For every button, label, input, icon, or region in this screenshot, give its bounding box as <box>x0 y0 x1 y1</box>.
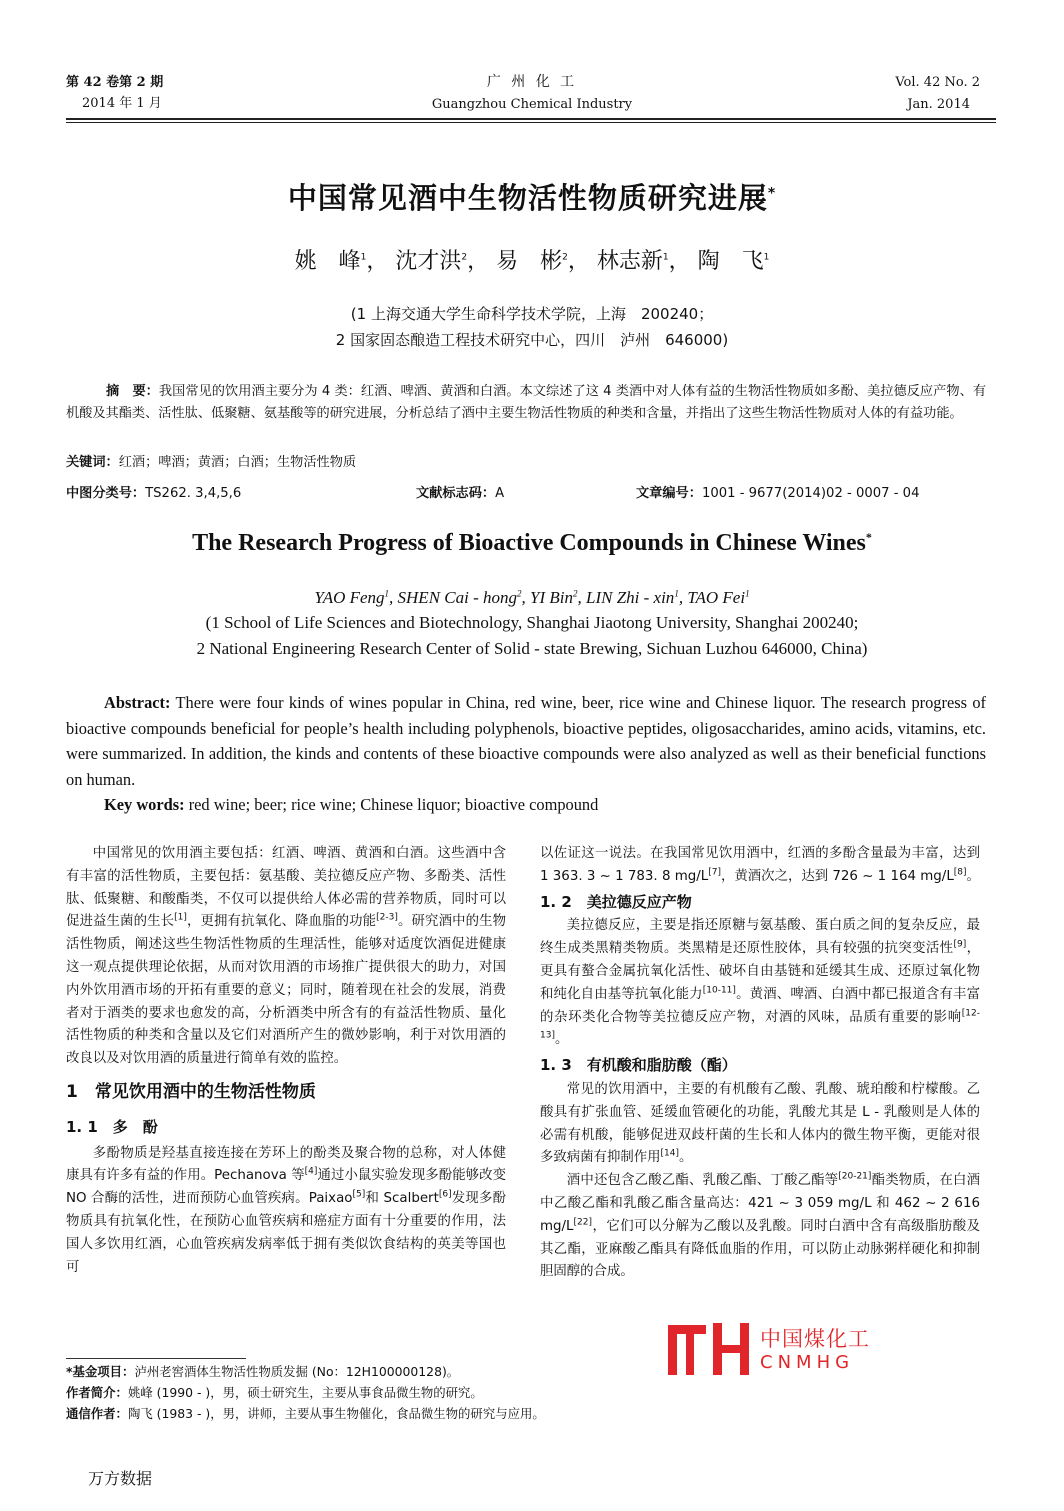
keywords-cn-label: 关键词： <box>66 455 119 470</box>
author-en: SHEN Cai - hong <box>397 588 518 607</box>
footnote-corresponding: 通信作者：陶飞 (1983 - )，男，讲师，主要从事生物催化，食品微生物的研究与应用。 <box>66 1406 545 1421</box>
section-1-1-heading: 1. 1 多 酚 <box>66 1117 158 1136</box>
section-1-1-continued: 以佐证这一说法。在我国常见饮用酒中，红酒的多酚含量最为丰富，达到 1 363. 3 ~ 1 783. 8 mg/L[7]，黄酒次之，达到 726 ~ 1 164 mg/L[8]。 <box>540 846 980 884</box>
header-date-en: Jan. 2014 <box>907 97 970 112</box>
abstract-cn-label: 摘 要： <box>106 384 159 399</box>
title-cn-note-mark: * <box>767 185 777 202</box>
author-cn: 林志新 <box>596 249 663 274</box>
author-en: YI Bin <box>530 588 573 607</box>
abstract-en-label: Abstract: <box>104 693 171 712</box>
body-right-column <box>540 843 980 1284</box>
section-1-1-paragraph: 多酚物质是羟基直接连接在芳环上的酚类及聚合物的总称，对人体健康具有许多有益的作用。Pechanova 等[4]通过小鼠实验发现多酚能够改变 NO 合酶的活性，进而预防心血管疾病。Paixao[5]和 Scalbert[6]发现多酚物质具有抗氧化性，在预防心血管疾病和癌症方面有十分重要的作用，法国人多饮用红酒，心血管疾病发病率低于拥有类似饮食结构的英美等国也可 <box>66 1145 507 1275</box>
header-volume-en: Vol. 42 No. 2 <box>895 75 980 90</box>
body-left-column <box>66 843 506 1279</box>
section-1-2-paragraph: 美拉德反应，主要是指还原糖与氨基酸、蛋白质之间的复杂反应，最终生成类黑精类物质。类黑精是还原性胶体，具有较强的抗突变活性[9]，更具有螯合金属抗氧化活性、破坏自由基链和延缓其生成、还原过氧化物和纯化自由基等抗氧化能力[10-11]。黄酒、啤酒、白酒中都已报道含有丰富的杂环类化合物等美拉德反应产物，对酒的风味，品质有重要的影响[12-13]。 <box>540 918 981 1048</box>
header-volume-cn: 第 42 卷第 2 期 <box>66 75 164 90</box>
journal-name-cn: 广 州 化 工 <box>486 74 578 90</box>
section-1-2-heading: 1. 2 美拉德反应产物 <box>540 892 692 911</box>
abstract-en: Abstract: There were four kinds of wines popular in China, red wine, beer, rice wine and Chinese liquor. The research progress of bioactive compounds beneficial for people’s health including polyphenols, bioactive peptides, oligosaccharides, amino acids, vitamins, etc. were summarized. In addition, the kinds and contents of these bioactive compounds were also analyzed as well as their beneficial functions on human. <box>66 693 986 789</box>
paper-title-en: The Research Progress of Bioactive Compounds in Chinese Wines* <box>192 530 872 556</box>
footnote-fund: *基金项目：泸州老窖酒体生物活性物质发掘 (No：12H100000128)。 <box>66 1364 460 1379</box>
author-cn: 易 彬 <box>496 249 563 274</box>
affiliation-en-1: (1 School of Life Sciences and Biotechnology, Shanghai Jiaotong University, Shanghai 200240; <box>205 613 859 632</box>
header-rule-thin <box>66 122 996 123</box>
footnote-rule <box>66 1358 246 1359</box>
section-1-3-paragraph-2: 酒中还包含乙酸乙酯、乳酸乙酯、丁酸乙酯等[20-21]酯类物质，在白酒中乙酸乙酯和乳酸乙酯含量高达：421 ~ 3 059 mg/L 和 462 ~ 2 616 mg/L[22]，它们可以分解为乙酸以及乳酸。同时白酒中含有高级脂肪酸及其乙酯，亚麻酸乙酯具有降低血脂的作用，可以防止动脉粥样硬化和抑制胆固醇的合成。 <box>540 1171 981 1280</box>
header-date-cn: 2014 年 1 月 <box>82 96 162 111</box>
journal-name-en: Guangzhou Chemical Industry <box>431 97 633 112</box>
section-1-3-heading: 1. 3 有机酸和脂肪酸（酯） <box>540 1056 737 1075</box>
title-en-note-mark: * <box>865 530 872 544</box>
document-code: 文献标志码：A <box>416 486 505 501</box>
intro-paragraph: 中国常见的饮用酒主要包括：红酒、啤酒、黄酒和白酒。这些酒中含有丰富的活性物质，主要包括：氨基酸、美拉德反应产物、多酚类、活性肽、低聚糖、和酸酯类，不仅可以提供给人体必需的营养物质，同时可以促进益生菌的生长[1]，更拥有抗氧化、降血脂的功能[2-3]。研究酒中的生物活性物质，阐述这些生物活性物质的生理活性，能够对适度饮酒促进健康这一观点提供理论依据，从而对饮用酒的市场推广提供很大的助力，对国内外饮用酒市场的开拓有重要的意义；同时，随着现在社会的发展，消费者对于酒类的要求也愈发的高，分析酒类中所含有的有益活性物质、量化活性物质的种类和含量以及它们对酒所产生的微妙影响，利于对饮用酒的改良以及对饮用酒的质量进行简单有效的监控。 <box>66 846 507 1067</box>
author-en: TAO Fei <box>687 588 746 607</box>
clc-number: 中图分类号：TS262. 3,4,5,6 <box>66 486 242 501</box>
watermark-cn: 中国煤化工 <box>760 1327 870 1351</box>
affiliation-cn-2: 2 国家固态酿造工程技术研究中心，四川 泸州 646000) <box>335 331 729 349</box>
keywords-en: Key words: red wine; beer; rice wine; Chinese liquor; bioactive compound <box>104 795 599 814</box>
author-cn: 姚 峰 <box>294 249 361 274</box>
abstract-cn: 摘 要：我国常见的饮用酒主要分为 4 类：红酒、啤酒、黄酒和白酒。本文综述了这 4 类酒中对人体有益的生物活性物质如多酚、美拉德反应产物、有机酸及其酯类、活性肽、低聚糖、氨基酸等的研究进展，分析总结了酒中主要生物活性物质的种类和含量，并指出了这些生物活性物质对人体的有益功能。 <box>66 384 987 421</box>
author-en: LIN Zhi - xin <box>586 588 675 607</box>
author-en: YAO Feng <box>314 588 385 607</box>
affiliation-cn-1: (1 上海交通大学生命科学技术学院，上海 200240； <box>350 305 714 323</box>
author-cn: 沈才洪 <box>395 249 462 274</box>
article-number: 文章编号：1001 - 9677(2014)02 - 0007 - 04 <box>636 486 920 501</box>
section-1-3-paragraph-1: 常见的饮用酒中，主要的有机酸有乙酸、乳酸、琥珀酸和柠檬酸。乙酸具有扩张血管、延缓血管硬化的功能，乳酸尤其是 L - 乳酸则是人体的必需有机酸，能够促进双歧杆菌的生长和人体内的微生物平衡，更能对很多致病菌有抑制作用[14]。 <box>540 1081 980 1166</box>
affiliation-en-2: 2 National Engineering Research Center of Solid - state Brewing, Sichuan Luzhou 646000, China) <box>196 639 868 658</box>
authors-cn: 姚 峰$^1$， 沈才洪$^2$， 易 彬$^2$， 林志新$^1$， 陶 飞$^1$ <box>294 249 770 274</box>
keywords-cn: 关键词：红酒；啤酒；黄酒；白酒；生物活性物质 <box>66 455 357 470</box>
paper-title-cn: 中国常见酒中生物活性物质研究进展* <box>287 181 777 215</box>
header-rule <box>66 118 996 120</box>
section-1-heading: 1 常见饮用酒中的生物活性物质 <box>66 1081 316 1102</box>
authors-en: YAO Feng$^1$, SHEN Cai - hong$^2$, YI Bin$^2$, LIN Zhi - xin$^1$, TAO Fei$^1$ <box>314 588 750 607</box>
footer-source: 万方数据 <box>88 1469 153 1488</box>
keywords-en-label: Key words: <box>104 795 185 814</box>
author-cn: 陶 飞 <box>697 249 764 274</box>
watermark-en: CNMHG <box>760 1352 855 1373</box>
footnote-author: 作者简介：姚峰 (1990 - )，男，硕士研究生，主要从事食品微生物的研究。 <box>66 1385 483 1400</box>
